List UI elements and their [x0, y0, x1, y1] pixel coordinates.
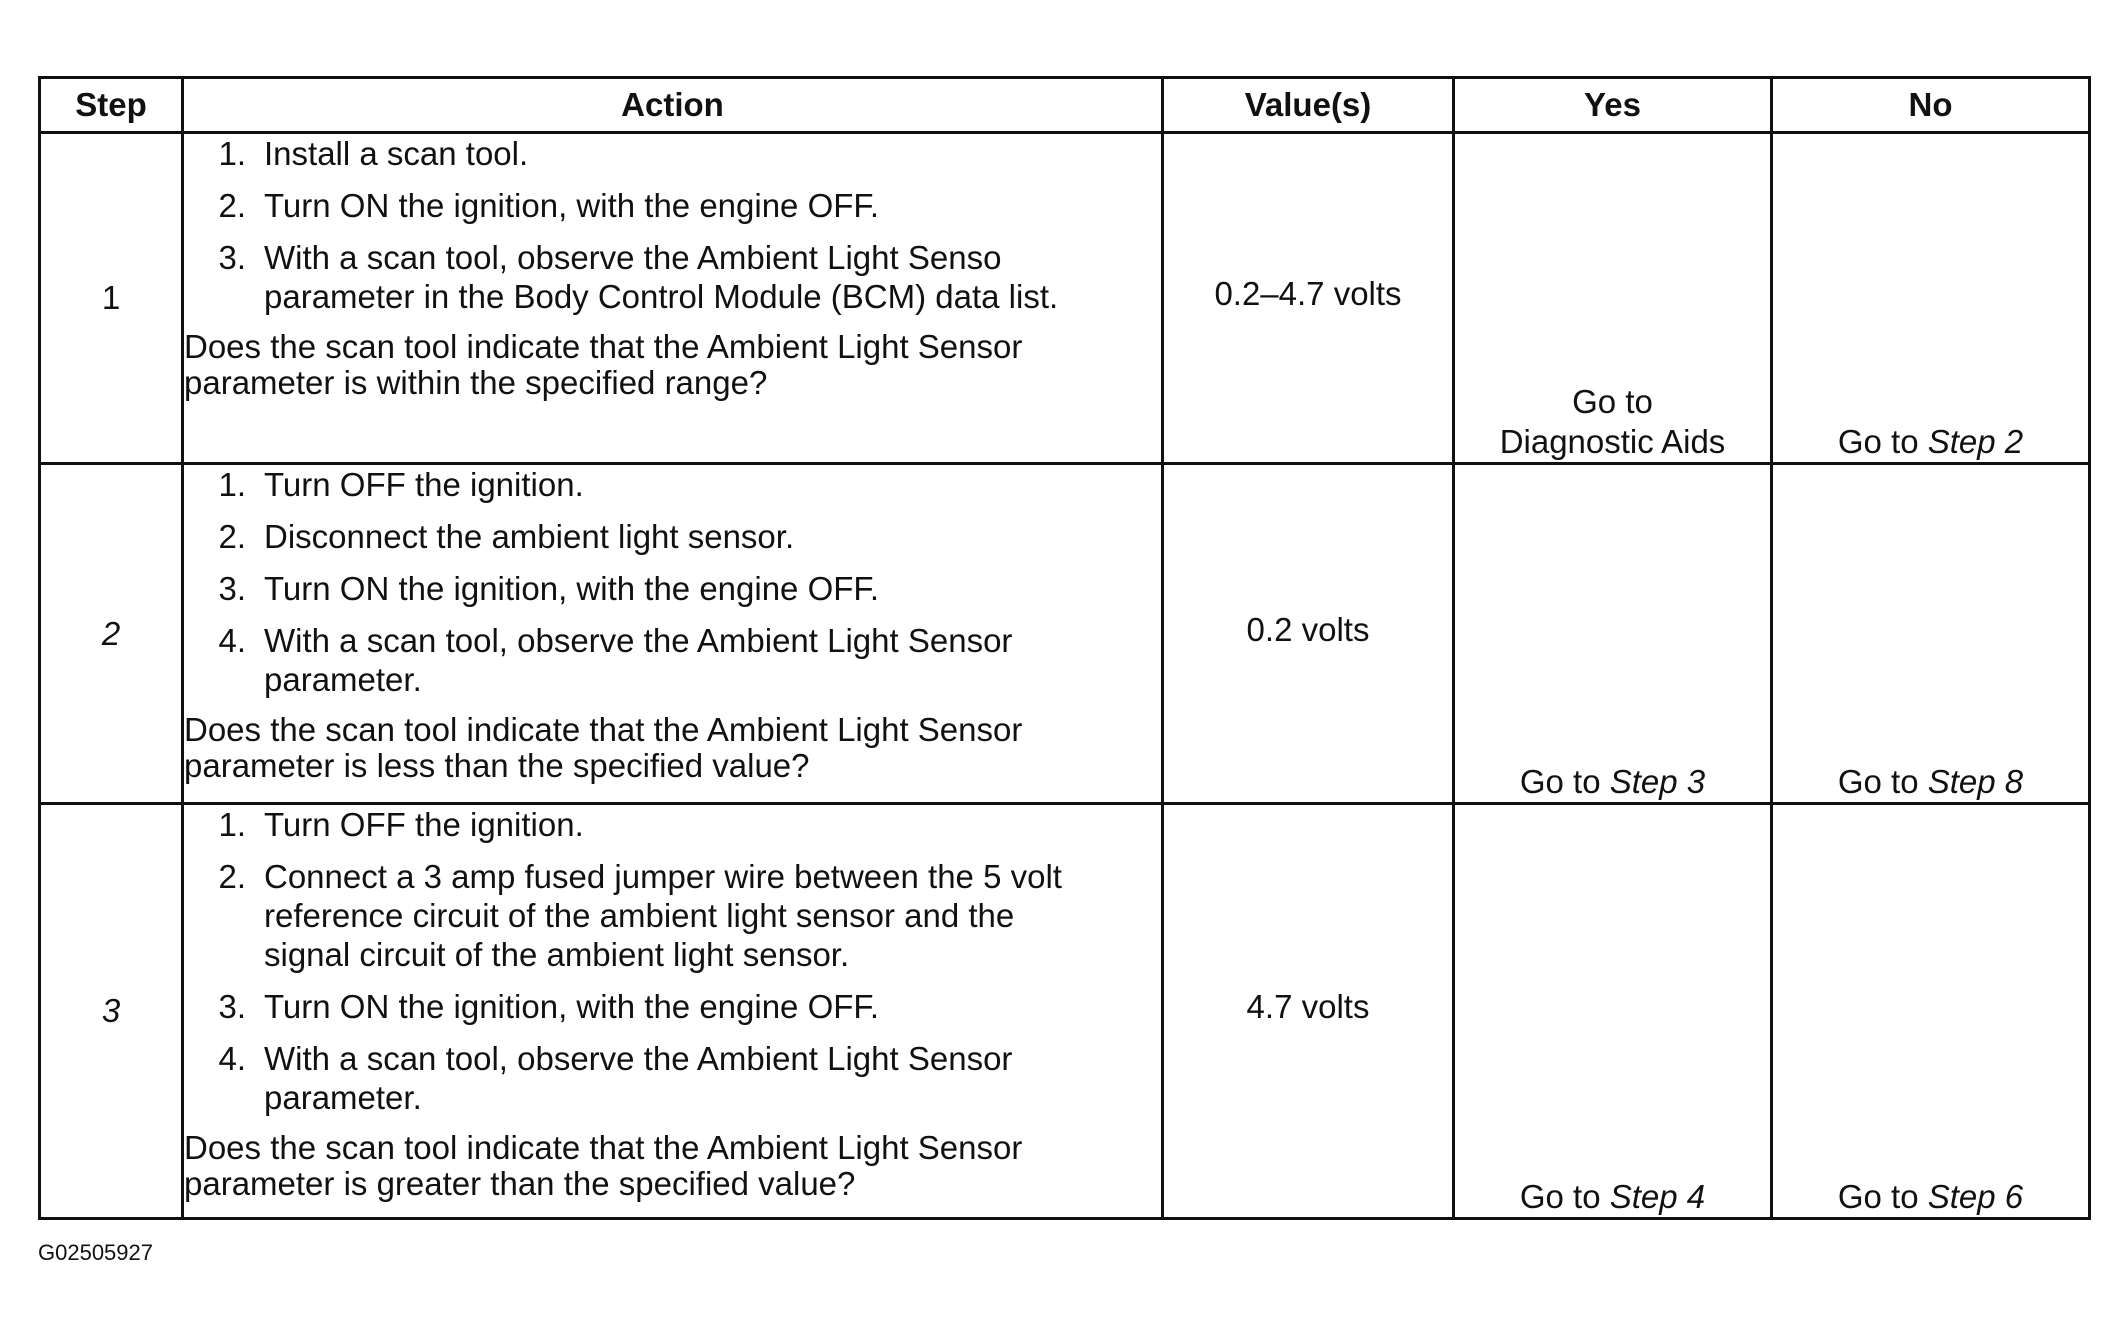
header-no: No [1772, 78, 2090, 133]
table-header-row [40, 78, 2090, 133]
action-cell [183, 133, 1163, 464]
spec-value: 4.7 volts [1163, 804, 1454, 1219]
list-item: 3. Turn ON the ignition, with the engine OFF. [218, 570, 880, 607]
header-values: Value(s) [1163, 78, 1454, 133]
step-number: 2 [40, 464, 183, 804]
header-action: Action [183, 78, 1163, 133]
check-question: Does the scan tool indicate that the Ambient Light Sensor parameter is within the specified range? [184, 328, 1023, 401]
diagnostic-table [38, 76, 2091, 1220]
table-row [40, 464, 2090, 804]
list-item: 2. Turn ON the ignition, with the engine OFF. [218, 187, 880, 224]
header-step: Step [40, 78, 183, 133]
action-steps [184, 134, 1161, 316]
list-item: 3. With a scan tool, observe the Ambient Light Senso parameter in the Body Control Module (BCM) data list. [218, 239, 1059, 315]
list-item: 2. Connect a 3 amp fused jumper wire between the 5 volt reference circuit of the ambient light sensor and the signal circuit of the ambient light sensor. [218, 858, 1062, 973]
step-number: 1 [40, 133, 183, 464]
action-steps [184, 465, 1161, 699]
action-cell [183, 804, 1163, 1219]
spec-value: 0.2–4.7 volts [1163, 133, 1454, 464]
yes-outcome: Go to Step 4 [1454, 804, 1772, 1219]
header-yes: Yes [1454, 78, 1772, 133]
action-steps [184, 805, 1161, 1117]
list-item: 3. Turn ON the ignition, with the engine OFF. [218, 988, 880, 1025]
step-number: 3 [40, 804, 183, 1219]
check-question: Does the scan tool indicate that the Ambient Light Sensor parameter is less than the specified value? [184, 711, 1023, 784]
list-item: 1. Install a scan tool. [218, 135, 529, 172]
no-outcome: Go to Step 8 [1772, 464, 2090, 804]
list-item: 1. Turn OFF the ignition. [218, 806, 584, 843]
list-item: 2. Disconnect the ambient light sensor. [218, 518, 795, 555]
table-row [40, 804, 2090, 1219]
table-row [40, 133, 2090, 464]
no-outcome: Go to Step 6 [1772, 804, 2090, 1219]
list-item: 1. Turn OFF the ignition. [218, 466, 584, 503]
list-item: 4. With a scan tool, observe the Ambient Light Sensor parameter. [218, 1040, 1013, 1116]
action-cell [183, 464, 1163, 804]
list-item: 4. With a scan tool, observe the Ambient Light Sensor parameter. [218, 622, 1013, 698]
yes-outcome: Go to Diagnostic Aids [1454, 133, 1772, 464]
yes-outcome: Go to Step 3 [1454, 464, 1772, 804]
check-question: Does the scan tool indicate that the Ambient Light Sensor parameter is greater than the specified value? [184, 1129, 1023, 1202]
spec-value: 0.2 volts [1163, 464, 1454, 804]
figure-id: G02505927 [38, 1240, 153, 1265]
no-outcome: Go to Step 2 [1772, 133, 2090, 464]
